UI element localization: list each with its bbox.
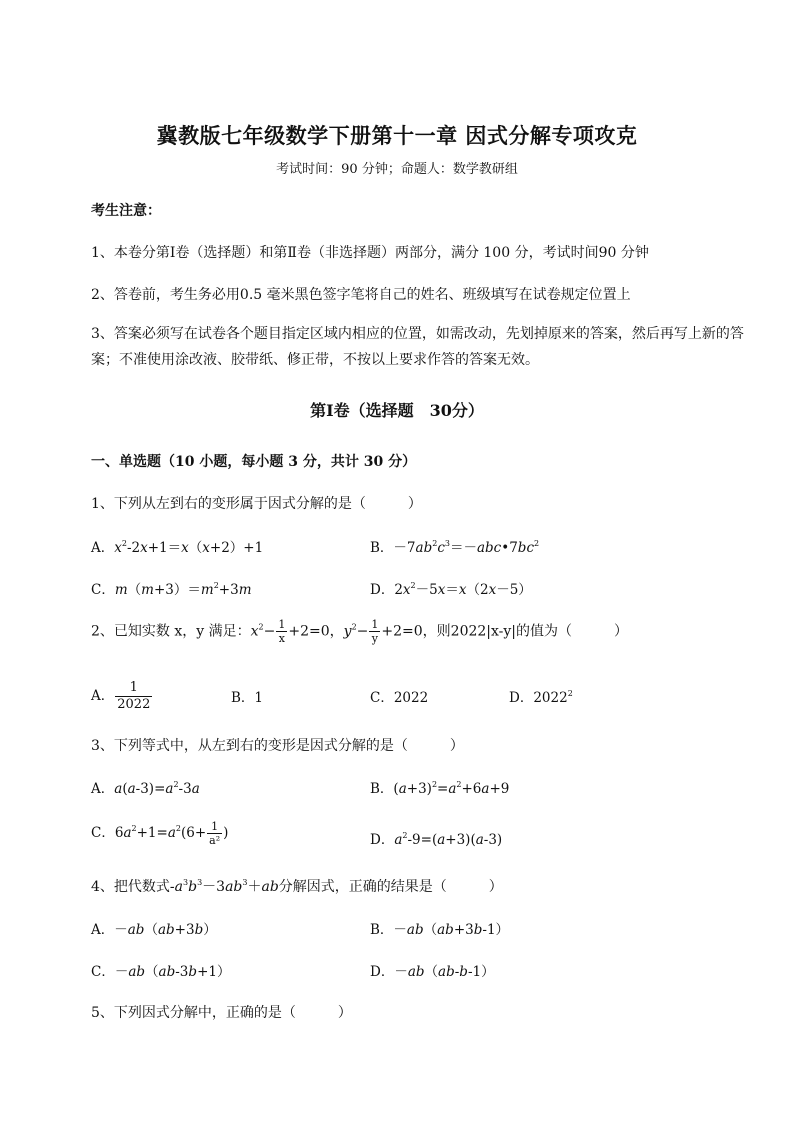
option-text: $6a^2+1=a^2(6+$ $\frac{1}{\text{a²}}$ ) bbox=[114, 820, 229, 847]
question-2-option-b[interactable] bbox=[231, 686, 263, 706]
question-1-stem: 1、下列从左到右的变形属于因式分解的是（ ） bbox=[91, 496, 422, 512]
question-3-option-b[interactable] bbox=[370, 777, 509, 797]
option-text: －ab（ab-b-1） bbox=[394, 964, 495, 980]
option-text: $(a+3)^2=a^2+6a+9$ bbox=[393, 780, 510, 797]
option-text: 1 bbox=[254, 690, 264, 706]
page-title: 冀教版七年级数学下册第十一章 因式分解专项攻克 bbox=[156, 123, 638, 148]
question-2-option-d[interactable] bbox=[509, 686, 573, 706]
question-1-option-a[interactable] bbox=[91, 536, 263, 556]
question-1-option-b[interactable] bbox=[370, 536, 539, 556]
question-1-option-c[interactable] bbox=[91, 578, 252, 598]
option-text: －ab（ab+3b） bbox=[114, 922, 217, 938]
option-label: A． bbox=[91, 688, 115, 704]
exam-info: 考试时间：90 分钟；命题人：数学教研组 bbox=[276, 162, 518, 177]
option-label: B． bbox=[370, 781, 394, 797]
question-2-stem: 2、已知实数 x，y 满足：$x^2-$ $\frac{1}{x}$ +2=0，$y^2-$ $\frac{1}{y}$ +2=0，则2022|x-y|的值为（ ） bbox=[91, 618, 629, 645]
option-label: C． bbox=[91, 825, 115, 841]
option-text: $a(a-3)=a^2-3a$ bbox=[114, 780, 200, 797]
section-title: 第Ⅰ卷（选择题 30分） bbox=[310, 401, 484, 420]
question-3-option-a[interactable] bbox=[91, 777, 200, 797]
option-text: $2x^2-5x=x(2x-5)$ bbox=[394, 581, 532, 598]
option-text: $m(m+3)=m^2+3m$ bbox=[114, 581, 252, 598]
question-4-option-d[interactable] bbox=[370, 960, 495, 980]
option-fraction: $\frac{1}{2022}$ bbox=[117, 680, 151, 712]
option-label: C． bbox=[91, 964, 115, 980]
option-label: D． bbox=[370, 964, 395, 980]
option-label: C． bbox=[91, 582, 115, 598]
option-label: B． bbox=[370, 540, 394, 556]
option-label: C． bbox=[370, 690, 394, 706]
option-label: D． bbox=[370, 582, 395, 598]
question-5-stem: 5、下列因式分解中，正确的是（ ） bbox=[91, 1005, 352, 1021]
question-1-option-d[interactable] bbox=[370, 578, 532, 598]
option-label: B． bbox=[231, 690, 255, 706]
notice-item-3: 3、答案必须写在试卷各个题目指定区域内相应的位置，如需改动，先划掉原来的答案，然后再写上新的答案；不准使用涂改液、胶带纸、修正带，不按以上要求作答的答案无效。 bbox=[91, 326, 744, 368]
option-text: －ab（ab+3b-1） bbox=[393, 922, 510, 938]
question-4-option-c[interactable] bbox=[91, 960, 230, 980]
fraction: $\frac{1}{x}$ bbox=[278, 618, 286, 645]
question-3-option-c[interactable] bbox=[91, 820, 228, 847]
option-label: D． bbox=[509, 690, 534, 706]
part-heading: 一、单选题（10 小题，每小题 3 分，共计 30 分） bbox=[91, 454, 417, 470]
option-label: A． bbox=[91, 922, 115, 938]
notice-heading: 考生注意： bbox=[91, 203, 161, 219]
option-text: $x^2-2x+1=x(x+2)+1$ bbox=[114, 539, 264, 556]
fraction: $\frac{1}{y}$ bbox=[371, 618, 379, 645]
option-label: A． bbox=[91, 781, 115, 797]
option-label: B． bbox=[370, 922, 394, 938]
notice-item-2: 2、答卷前，考生务必用0.5 毫米黑色签字笔将自己的姓名、班级填写在试卷规定位置上 bbox=[91, 287, 631, 303]
question-3-stem: 3、下列等式中，从左到右的变形是因式分解的是（ ） bbox=[91, 738, 464, 754]
question-3-option-d[interactable] bbox=[370, 828, 502, 848]
option-text: －ab（ab-3b+1） bbox=[114, 964, 231, 980]
question-4-option-b[interactable] bbox=[370, 918, 509, 938]
notice-item-1: 1、本卷分第Ⅰ卷（选择题）和第Ⅱ卷（非选择题）两部分，满分 100 分，考试时间90 分钟 bbox=[91, 245, 649, 261]
question-4-stem: 4、把代数式$-a^3b^3-3ab^3+ab$分解因式，正确的结果是（ ） bbox=[91, 878, 503, 895]
option-label: A． bbox=[91, 540, 115, 556]
option-label: D． bbox=[370, 832, 395, 848]
option-text: 2022 bbox=[393, 690, 429, 706]
question-2-option-a[interactable] bbox=[91, 680, 153, 713]
option-text: $-7ab^2c^3=-abc•7bc^2$ bbox=[393, 539, 540, 556]
question-4-option-a[interactable] bbox=[91, 918, 217, 938]
question-2-option-c[interactable] bbox=[370, 686, 428, 706]
fraction: $\frac{1}{\text{a²}}$ bbox=[209, 820, 221, 847]
option-text: $a^2-9=(a+3)(a-3)$ bbox=[394, 831, 503, 848]
option-text: 2022$^2$ bbox=[533, 689, 573, 706]
